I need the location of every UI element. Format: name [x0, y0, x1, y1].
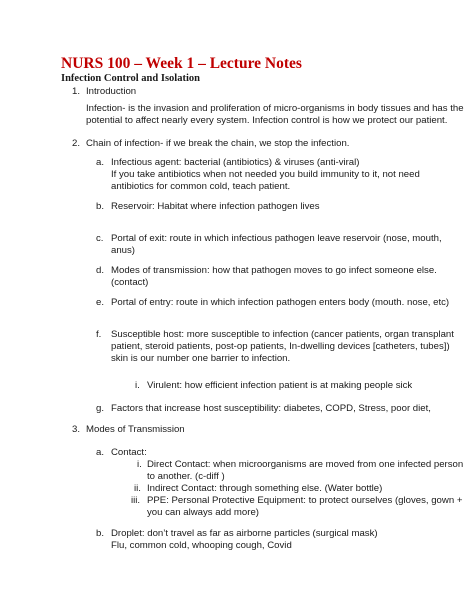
paragraph-line: potential to affect nearly every system. Infection control is how we protect our patient. [86, 115, 448, 126]
list-marker: c. [96, 233, 104, 244]
list-item-line: you can always add more) [147, 507, 259, 518]
list-item-line: patient, steroid patients, post-op patients, In-dwelling devices [catheters, tubes]) [111, 341, 450, 352]
paragraph-line: Infection- is the invasion and proliferation of micro-organisms in body tissues and has the [86, 103, 464, 114]
section-number: 3. [72, 424, 81, 435]
document-title: NURS 100 – Week 1 – Lecture Notes [61, 55, 302, 72]
list-item-line: skin is our number one barrier to infection. [111, 353, 291, 364]
list-marker: d. [96, 265, 105, 276]
list-marker: b. [96, 201, 105, 212]
section-heading-introduction: Introduction [86, 86, 137, 97]
section-number: 2. [72, 138, 81, 149]
list-item-line: PPE: Personal Protective Equipment: to protect ourselves (gloves, gown + [147, 495, 463, 506]
list-item-line: Direct Contact: when microorganisms are moved from one infected person [147, 459, 464, 470]
list-item-line: Modes of transmission: how that pathogen moves to go infect someone else. [111, 265, 437, 276]
list-marker: a. [96, 447, 105, 458]
section-number: 1. [72, 86, 81, 97]
list-item-line: Droplet: don’t travel as far as airborne particles (surgical mask) [111, 528, 378, 539]
list-marker: i. [137, 459, 142, 470]
list-item-line: (contact) [111, 277, 149, 288]
list-marker: i. [135, 380, 140, 391]
list-marker: f. [96, 329, 102, 340]
document-subtitle: Infection Control and Isolation [61, 73, 200, 84]
section-heading-modes-of-transmission: Modes of Transmission [86, 424, 185, 435]
list-item-line: Susceptible host: more susceptible to infection (cancer patients, organ transplant [111, 329, 454, 340]
list-item-line: If you take antibiotics when not needed you build immunity to it, not need [111, 169, 420, 180]
list-item-line: antibiotics for common cold, teach patient. [111, 181, 291, 192]
list-marker: iii. [131, 495, 141, 506]
list-marker: e. [96, 297, 105, 308]
list-item-line: Infectious agent: bacterial (antibiotics) & viruses (anti-viral) [111, 157, 360, 168]
list-item-line: Indirect Contact: through something else. (Water bottle) [147, 483, 383, 494]
list-item-line: Virulent: how efficient infection patient is at making people sick [147, 380, 413, 391]
list-item-line: Reservoir: Habitat where infection pathogen lives [111, 201, 320, 212]
list-item-line: Portal of exit: route in which infectious pathogen leave reservoir (nose, mouth, [111, 233, 442, 244]
list-item-line: Factors that increase host susceptibility: diabetes, COPD, Stress, poor diet, [111, 403, 431, 414]
list-item-line: anus) [111, 245, 135, 256]
list-marker: ii. [134, 483, 141, 494]
list-marker: b. [96, 528, 105, 539]
list-item-line: Flu, common cold, whooping cough, Covid [111, 540, 292, 551]
list-marker: a. [96, 157, 105, 168]
section-heading-chain-of-infection: Chain of infection- if we break the chain, we stop the infection. [86, 138, 350, 149]
list-marker: g. [96, 403, 105, 414]
list-item-line: Portal of entry: route in which infection pathogen enters body (mouth. nose, etc) [111, 297, 450, 308]
list-item-line: Contact: [111, 447, 147, 458]
list-item-line: to another. (c-diff ) [147, 471, 225, 482]
